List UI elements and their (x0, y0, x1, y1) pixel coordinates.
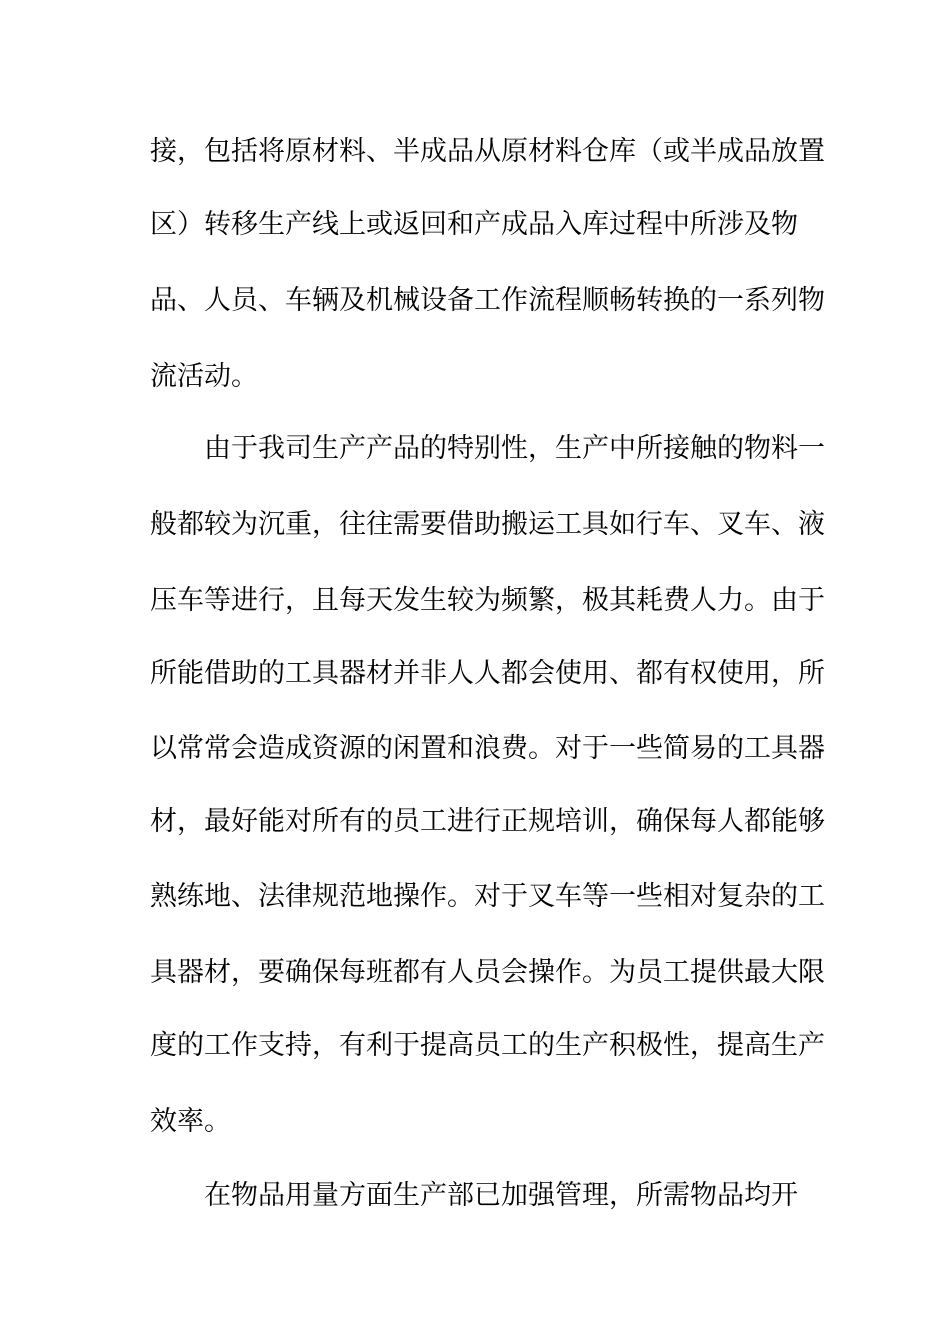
text-line: 效率。 (150, 1106, 231, 1137)
text-line: 般都较为沉重，往往需要借助搬运工具如行车、叉车、液 (150, 509, 825, 540)
text-line: 流活动。 (150, 361, 258, 392)
text-line: 接，包括将原材料、半成品从原材料仓库（或半成品放置 (150, 136, 825, 167)
text-line: 材，最好能对所有的员工进行正规培训，确保每人都能够 (150, 806, 825, 837)
text-line: 压车等进行，且每天发生较为频繁，极其耗费人力。由于 (150, 585, 825, 616)
text-line: 区）转移生产线上或返回和产成品入库过程中所涉及物 (150, 209, 798, 240)
text-line: 具器材，要确保每班都有人员会操作。为员工提供最大限 (150, 957, 825, 988)
text-line: 所能借助的工具器材并非人人都会使用、都有权使用，所 (150, 658, 825, 689)
text-line: 以常常会造成资源的闲置和浪费。对于一些简易的工具器 (150, 733, 825, 764)
text-line: 品、人员、车辆及机械设备工作流程顺畅转换的一系列物 (150, 285, 825, 316)
text-line: 度的工作支持，有利于提高员工的生产积极性，提高生产 (150, 1030, 825, 1061)
text-line: 熟练地、法律规范地操作。对于叉车等一些相对复杂的工 (150, 881, 825, 912)
paragraph-first-line: 由于我司生产产品的特别性，生产中所接触的物料一 (204, 433, 825, 464)
paragraph-first-line: 在物品用量方面生产部已加强管理，所需物品均开 (204, 1180, 798, 1211)
